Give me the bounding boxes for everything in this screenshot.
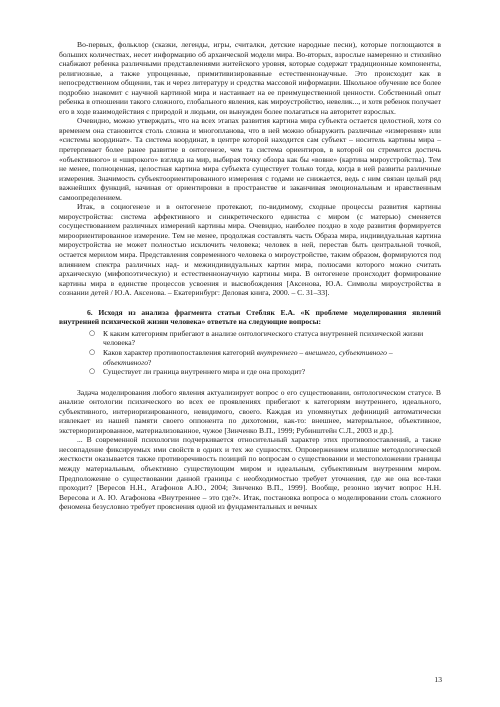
paragraph-folklore: Во-первых, фольклор (сказки, легенды, игры, считалки, детские народные песни), которые поглощаются в больших количествах, несет информацию об архаической модели мира. Во-вторых, взрослые намеренно и стихийно снабжают ребенка различными представлениями житейского уровня, которые содержат традиционные компоненты, религиозные, а также упрощенные, примитивизированные естественнонаучные. Это происходит как в непосредственном общении, так и через литературу и средства массовой информации. Школьное обучение все более подробно знакомит с научной картиной мира и настаивает на ее преимущественной ценности. Собственный опыт ребенка в отношении такого сложного, глобального явления, как мироустройство, невелик..., и хотя ребенок получает его в ходе взаимодействия с природой и людьми, он вынужден более полагаться на авторитет взрослых. [59,40,441,116]
circle-bullet-icon: ○ [89,347,96,356]
question-list [59,329,441,377]
question-text-after: ? [148,357,152,367]
question-item [89,348,441,367]
body-text-bottom [59,388,441,512]
paragraph-modeling: Задача моделирования любого явления актуализирует вопрос о его существовании, онтологическом статусе. В анализе онтологии психического во всех ее проявлениях прибегают к категориям внутреннего, идеального, субъективного, интериоризированного, невидимого, своего. Каждая из упомянутых дефиниций автоматически извлекает из нашей памяти своего оппонента по дихотомии, как-то: внешнее, материальное, объективное, экстериоризированное, материализованное, чужое [Зинченко В.П., 1999; Рубинштейн С.Л., 2003 и др.]. [59,387,441,435]
question-item [89,329,441,348]
question-item [89,367,441,377]
paragraph-sociogenesis: Итак, в социогенезе и в онтогенезе протекают, по-видимому, сходные процессы развития картины мироустройства: система аффективного и синкретического единства с миром (с матерью) сменяется сосуществованием различных измерений картины мира. Очевидно, наиболее поздно в ходе развития формируется мироориентированное измерение. Тем не менее, продолжая составлять часть Образа мира, индивидуальная картина мироустройства не может полностью исключить человека; человек в ней, перестав быть центральной точкой, остается мерилом мира. Представления современного человека о мироустройстве, таким образом, формируются под влиянием спектра различных над- и межиндивидуальных картин мира, полюсами которого можно считать архаическую (мифопоэтическую) и естественнонаучную картины мира. В онтогенезе происходит формирование картины мира в единстве процессов усвоения и высвобождения [Аксенова, Ю.А. Символы мироустройства в сознании детей / Ю.А. Аксенова. – Екатеринбург: Деловая книга, 2000. – С. 31–33]. [59,202,441,298]
body-text-top [59,40,441,298]
paragraph-contemporary: ... В современной психологии подчеркивается относительный характер этих противопоставлений, а также несовпадение фиксируемых ими свойств в одних и тех же сущностях. Опровержением излишне методологической жесткости оказывается также противоречивость позиций по вопросам о существовании и местоположении границы между материальным, объективно существующим миром и идеальным, субъективным внутренним миром. Предположение о существовании данной границы с необходимостью требует уточнения, где же она все-таки проходит? [Вересов Н.Н., Агафонов А.Ю., 2004; Зинченко В.П., 1999]. Вообще, резонно звучит вопрос Н.Н. Вересова и А. Ю. Агафонова «Внутреннее – это где?». Итак, постановка вопроса о моделировании столь сложного феномена безусловно требует прояснения одной из фундаментальных и вечных [59,435,441,512]
page-number: 13 [434,675,442,684]
question-text-before: Каков характер противопоставления категорий [103,347,257,357]
question-text: К каким категориям прибегают в анализе онтологического статуса внутренней психической жизни человека? [103,328,424,348]
question-text-italic: внутреннего – внешнего, субъективного – объективного [103,347,393,367]
circle-bullet-icon: ○ [89,367,96,376]
circle-bullet-icon: ○ [89,328,96,337]
question-heading: 6. Исходя из анализа фрагмента статьи Стебляк Е.А. «К проблеме моделирования явлений внутренней психической жизни человека» ответьте на следующие вопросы: [59,307,441,327]
paragraph-integrity: Очевидно, можно утверждать, что на всех этапах развития картина мира субъекта остается целостной, хотя со временем она становится столь сложна и многопланова, что в ней можно обнаружить различные «измерения» или «системы координат». Та система координат, в центре которой находится сам субъект – носитель картины мира – претерпевает более ранее развитие в онтогенезе, чем та система ориентиров, в которой он стремится достичь «объективного» и «широкого» взгляда на мир, выбирая точку обзора как бы «вовне» (картина мироустройства). Тем не менее, полноценная, целостная картина мира субъекта существует только тогда, когда в ней развиты различные измерения. Значимость субъектоориентированного измерения с годами не снижается, ведь с ним связан целый ряд важнейших функций, начиная от ориентировки в пространстве и заканчивая эмоциональным и нравственным самоопределением. [59,116,441,202]
question-text: Существует ли граница внутреннего мира и где она проходит? [103,367,306,377]
